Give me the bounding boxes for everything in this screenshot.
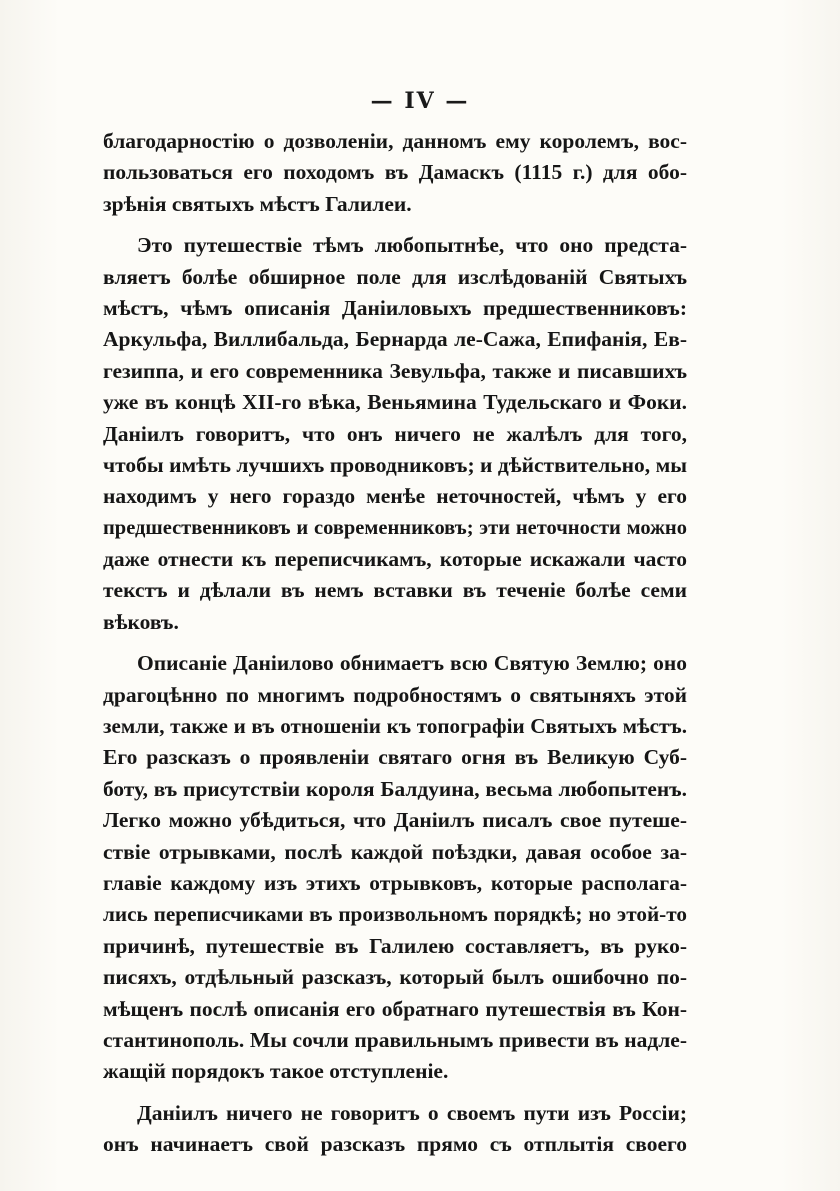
text-line: Это путешествіе тѣмъ любопытнѣе, что оно предста-: [137, 233, 687, 258]
text-line: благодарностію о дозволеніи, данномъ ему королемъ, вос-: [103, 129, 687, 153]
text-line: мѣщенъ послѣ описанія его обратнаго путешествія въ Кон-: [103, 996, 687, 1021]
paragraph: [103, 126, 687, 220]
text-line: Даніилъ говоритъ, что онъ ничего не жалѣлъ для того,: [103, 421, 687, 446]
text-line: жащій порядокъ такое отступленіе.: [103, 1059, 449, 1084]
text-line: писяхъ, отдѣльный разсказъ, который былъ ошибочно по-: [103, 965, 687, 990]
text-line: уже въ концѣ XII-го вѣка, Веньямина Тудельскаго и Фоки.: [103, 390, 687, 415]
text-line: драгоцѣнно по многимъ подробностямъ о святыняхъ этой: [103, 682, 687, 707]
text-line: зрѣнія святыхъ мѣстъ Галилеи.: [103, 191, 412, 216]
text-line: Даніилъ ничего не говоритъ о своемъ пути изъ Россіи;: [137, 1100, 687, 1125]
text-line: онъ начинаетъ свой разсказъ прямо съ отплытія своего: [103, 1132, 687, 1157]
text-line: боту, въ присутствіи короля Балдуина, весьма любопытенъ.: [103, 776, 687, 801]
text-line: Аркульфа, Виллибальда, Бернарда ле-Сажа, Епифанія, Ев-: [103, 327, 687, 352]
text-line: лись переписчиками въ произвольномъ порядкѣ; но этой-то: [103, 902, 687, 927]
text-line: вляетъ болѣе обширное поле для изслѣдованій Святыхъ: [103, 264, 687, 289]
text-line: вѣковъ.: [103, 609, 179, 634]
text-line: предшественниковъ и современниковъ; эти неточности можно: [103, 516, 687, 539]
text-line: мѣстъ, чѣмъ описанія Даніиловыхъ предшественниковъ:: [103, 295, 687, 320]
text-line: пользоваться его походомъ въ Дамаскъ (1115 г.) для обо-: [103, 160, 687, 185]
text-line: Описаніе Даніилово обнимаетъ всю Святую Землю; оно: [137, 651, 687, 676]
text-line: причинѣ, путешествіе въ Галилею составляетъ, въ руко-: [103, 933, 687, 958]
text-line: Его разсказъ о проявленіи святаго огня въ Великую Суб-: [103, 745, 687, 770]
paragraph: [103, 230, 687, 638]
text-line: стантинополь. Мы сочли правильнымъ привести въ надле-: [103, 1027, 687, 1052]
body-text: [103, 126, 687, 1161]
text-line: находимъ у него гораздо менѣе неточностей, чѣмъ у его: [103, 484, 687, 509]
text-line: текстъ и дѣлали въ немъ вставки въ теченіе болѣе семи: [103, 578, 687, 603]
text-line: даже отнести къ переписчикамъ, которые искажали часто: [103, 547, 687, 572]
text-line: главіе каждому изъ этихъ отрывковъ, которые располага-: [103, 870, 687, 895]
text-line: гезиппа, и его современника Зевульфа, также и писавшихъ: [103, 358, 687, 383]
text-line: Легко можно убѣдиться, что Даніилъ писалъ свое путеше-: [103, 808, 687, 833]
paragraph: [103, 1098, 687, 1161]
page-number: — IV —: [370, 88, 470, 114]
paragraph: [103, 648, 687, 1087]
text-line: земли, также и въ отношеніи къ топографіи Святыхъ мѣстъ.: [103, 714, 687, 739]
text-line: ствіе отрывками, послѣ каждой поѣздки, давая особое за-: [103, 839, 687, 864]
text-line: чтобы имѣть лучшихъ проводниковъ; и дѣйствительно, мы: [103, 452, 687, 477]
